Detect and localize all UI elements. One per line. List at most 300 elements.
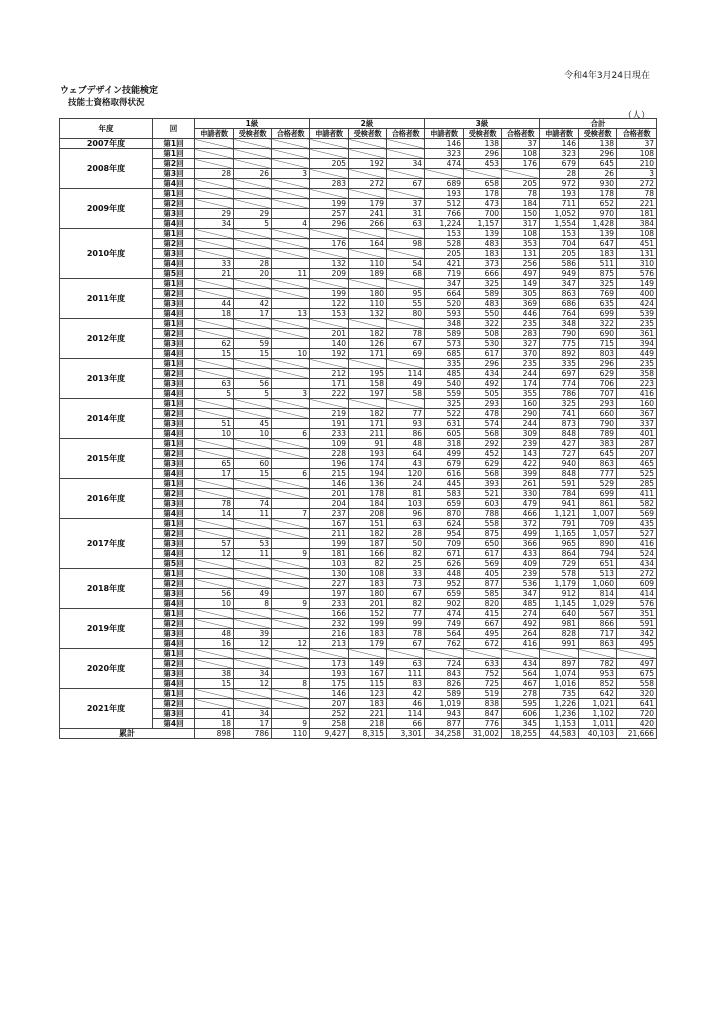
empty-cell [272,189,310,199]
value-cell: 762 [425,639,464,649]
value-cell: 67 [387,639,425,649]
value-cell: 348 [425,319,464,329]
value-cell: 848 [540,469,579,479]
round-cell: 第4回 [153,679,195,689]
value-cell: 991 [540,639,579,649]
value-cell: 201 [310,329,349,339]
value-cell: 525 [617,469,657,479]
empty-cell [464,169,502,179]
round-cell: 第3回 [153,339,195,349]
empty-cell [502,649,540,659]
value-cell: 970 [579,209,617,219]
empty-cell [272,199,310,209]
value-cell: 210 [617,159,657,169]
value-cell: 645 [579,159,617,169]
value-cell: 530 [464,339,502,349]
value-cell: 7 [272,509,310,519]
empty-cell [349,139,387,149]
value-cell: 1,554 [540,219,579,229]
value-cell: 852 [579,679,617,689]
value-cell: 67 [387,179,425,189]
round-cell: 第3回 [153,459,195,469]
value-cell: 193 [425,189,464,199]
empty-cell [195,659,234,669]
value-cell: 158 [349,379,387,389]
empty-cell [195,609,234,619]
value-cell: 204 [310,499,349,509]
round-cell: 第1回 [153,189,195,199]
value-cell: 912 [540,589,579,599]
value-cell: 416 [617,539,657,549]
empty-cell [349,649,387,659]
value-cell: 305 [502,289,540,299]
value-cell: 24 [387,479,425,489]
header-grade2: 2級 [310,119,425,129]
value-cell: 405 [464,569,502,579]
value-cell: 659 [425,589,464,599]
value-cell: 171 [310,379,349,389]
value-cell: 34 [234,709,272,719]
value-cell: 77 [387,409,425,419]
value-cell: 235 [617,359,657,369]
round-cell: 第1回 [153,229,195,239]
value-cell: 78 [617,189,657,199]
value-cell: 149 [349,659,387,669]
value-cell: 211 [349,429,387,439]
value-cell: 318 [425,439,464,449]
value-cell: 178 [349,489,387,499]
empty-cell [310,399,349,409]
value-cell: 522 [425,409,464,419]
total-value-cell: 21,666 [617,729,657,739]
empty-cell [195,559,234,569]
value-cell: 697 [540,369,579,379]
value-cell: 629 [464,459,502,469]
as-of-date: 令和4年3月24日現在 [564,71,650,81]
empty-cell [195,619,234,629]
value-cell: 235 [502,319,540,329]
empty-cell [234,659,272,669]
empty-cell [272,149,310,159]
round-cell: 第2回 [153,449,195,459]
value-cell: 791 [540,519,579,529]
subheader-cell: 合格者数 [387,129,425,139]
value-cell: 138 [579,139,617,149]
value-cell: 322 [464,319,502,329]
value-cell: 1,145 [540,599,579,609]
value-cell: 18 [195,309,234,319]
value-cell: 181 [617,209,657,219]
value-cell: 41 [195,709,234,719]
empty-cell [234,149,272,159]
value-cell: 826 [425,679,464,689]
value-cell: 626 [425,559,464,569]
value-cell: 1,428 [579,219,617,229]
round-cell: 第4回 [153,179,195,189]
value-cell: 86 [387,429,425,439]
value-cell: 465 [617,459,657,469]
value-cell: 483 [464,239,502,249]
value-cell: 591 [540,479,579,489]
empty-cell [272,319,310,329]
value-cell: 717 [579,629,617,639]
value-cell: 348 [540,319,579,329]
value-cell: 62 [195,339,234,349]
value-cell: 651 [579,559,617,569]
total-value-cell: 31,002 [464,729,502,739]
table-row [60,399,657,409]
total-value-cell: 8,315 [349,729,387,739]
value-cell: 49 [234,589,272,599]
value-cell: 283 [310,179,349,189]
value-cell: 847 [464,709,502,719]
value-cell: 252 [310,709,349,719]
round-cell: 第4回 [153,509,195,519]
empty-cell [272,229,310,239]
header-total: 合計 [540,119,657,129]
value-cell: 218 [349,719,387,729]
empty-cell [272,329,310,339]
empty-cell [195,329,234,339]
value-cell: 323 [425,149,464,159]
value-cell: 287 [617,439,657,449]
value-cell: 355 [502,389,540,399]
value-cell: 29 [234,209,272,219]
empty-cell [195,519,234,529]
value-cell: 272 [617,569,657,579]
value-cell: 167 [310,519,349,529]
value-cell: 776 [464,719,502,729]
table-row [60,609,657,619]
value-cell: 478 [464,409,502,419]
value-cell: 558 [464,519,502,529]
value-cell: 576 [617,599,657,609]
value-cell: 591 [617,619,657,629]
value-cell: 401 [617,429,657,439]
value-cell: 361 [617,329,657,339]
value-cell: 1,011 [579,719,617,729]
value-cell: 51 [195,419,234,429]
value-cell: 10 [195,599,234,609]
value-cell: 434 [502,659,540,669]
value-cell: 211 [310,529,349,539]
empty-cell [195,399,234,409]
empty-cell [195,699,234,709]
value-cell: 558 [617,679,657,689]
value-cell: 473 [464,199,502,209]
value-cell: 114 [387,369,425,379]
empty-cell [272,439,310,449]
empty-cell [195,279,234,289]
value-cell: 77 [387,609,425,619]
value-cell: 943 [425,709,464,719]
value-cell: 724 [425,659,464,669]
value-cell: 11 [234,509,272,519]
value-cell: 272 [349,179,387,189]
value-cell: 675 [617,669,657,679]
round-cell: 第4回 [153,429,195,439]
empty-cell [310,139,349,149]
value-cell: 474 [425,609,464,619]
value-cell: 110 [349,259,387,269]
table-row [60,569,657,579]
round-cell: 第4回 [153,349,195,359]
value-cell [272,709,310,719]
round-cell: 第4回 [153,219,195,229]
empty-cell [195,689,234,699]
value-cell: 727 [540,449,579,459]
empty-cell [540,649,579,659]
value-cell: 536 [502,579,540,589]
value-cell: 411 [617,489,657,499]
value-cell: 153 [310,309,349,319]
value-cell: 434 [617,559,657,569]
value-cell: 421 [425,259,464,269]
empty-cell [387,149,425,159]
value-cell: 741 [540,409,579,419]
value-cell: 873 [540,419,579,429]
value-cell: 635 [579,299,617,309]
empty-cell [234,579,272,589]
empty-cell [310,229,349,239]
value-cell: 3 [272,389,310,399]
value-cell: 725 [464,679,502,689]
empty-cell [425,649,464,659]
value-cell: 164 [349,239,387,249]
value-cell: 605 [425,429,464,439]
value-cell: 189 [349,269,387,279]
value-cell: 212 [310,369,349,379]
value-cell: 689 [425,179,464,189]
value-cell: 49 [387,379,425,389]
value-cell: 183 [579,249,617,259]
subheader-cell: 受検者数 [349,129,387,139]
value-cell: 399 [502,469,540,479]
value-cell: 194 [349,469,387,479]
value-cell: 192 [349,159,387,169]
empty-cell [310,249,349,259]
total-value-cell: 898 [195,729,234,739]
empty-cell [387,189,425,199]
value-cell: 43 [387,459,425,469]
empty-cell [234,519,272,529]
value-cell: 941 [540,499,579,509]
round-cell: 第5回 [153,269,195,279]
value-cell: 474 [425,159,464,169]
value-cell: 633 [464,659,502,669]
value-cell: 373 [464,259,502,269]
value-cell: 48 [387,439,425,449]
value-cell: 199 [310,199,349,209]
round-cell: 第2回 [153,369,195,379]
empty-cell [387,249,425,259]
value-cell: 176 [310,239,349,249]
value-cell: 393 [464,479,502,489]
value-cell: 446 [502,309,540,319]
value-cell: 624 [425,519,464,529]
empty-cell [310,359,349,369]
value-cell: 786 [540,389,579,399]
value-cell: 485 [502,599,540,609]
round-cell: 第1回 [153,609,195,619]
value-cell: 278 [502,689,540,699]
value-cell: 16 [195,639,234,649]
value-cell: 285 [617,479,657,489]
value-cell: 140 [310,339,349,349]
value-cell: 296 [579,149,617,159]
value-cell: 193 [540,189,579,199]
value-cell: 539 [617,309,657,319]
empty-cell [234,289,272,299]
empty-cell [349,279,387,289]
value-cell: 80 [387,309,425,319]
empty-cell [349,149,387,159]
value-cell: 132 [349,309,387,319]
value-cell: 182 [349,529,387,539]
total-label: 累計 [60,729,195,739]
value-cell: 136 [349,479,387,489]
value-cell: 93 [387,419,425,429]
value-cell: 109 [310,439,349,449]
empty-cell [234,139,272,149]
round-cell: 第3回 [153,419,195,429]
value-cell: 569 [464,559,502,569]
value-cell: 1,016 [540,679,579,689]
value-cell: 434 [464,369,502,379]
value-cell: 497 [502,269,540,279]
round-cell: 第2回 [153,659,195,669]
value-cell: 178 [579,189,617,199]
value-cell [272,379,310,389]
value-cell: 629 [579,369,617,379]
value-cell: 233 [310,599,349,609]
total-value-cell: 786 [234,729,272,739]
value-cell: 574 [464,419,502,429]
value-cell: 196 [310,459,349,469]
empty-cell [272,579,310,589]
value-cell: 1,165 [540,529,579,539]
value-cell: 34 [234,669,272,679]
value-cell: 257 [310,209,349,219]
value-cell: 221 [349,709,387,719]
value-cell: 197 [310,589,349,599]
value-cell: 337 [617,419,657,429]
value-cell: 8 [272,679,310,689]
year-cell: 2020年度 [60,649,153,689]
value-cell: 603 [464,499,502,509]
empty-cell [502,169,540,179]
value-cell: 707 [579,389,617,399]
value-cell: 372 [502,519,540,529]
value-cell: 15 [234,469,272,479]
value-cell: 98 [387,239,425,249]
value-cell: 1,157 [464,219,502,229]
value-cell: 143 [502,449,540,459]
value-cell: 589 [425,689,464,699]
value-cell: 322 [579,319,617,329]
value-cell: 55 [387,299,425,309]
document-title: ウェブデザイン技能検定 [60,86,159,96]
value-cell: 631 [425,419,464,429]
value-cell: 335 [425,359,464,369]
value-cell: 28 [195,169,234,179]
value-cell: 466 [502,509,540,519]
empty-cell [387,229,425,239]
value-cell: 720 [617,709,657,719]
value-cell: 658 [464,179,502,189]
value-cell: 940 [540,459,579,469]
value-cell: 180 [349,589,387,599]
value-cell: 448 [425,569,464,579]
value-cell: 83 [387,679,425,689]
value-cell: 178 [464,189,502,199]
empty-cell [272,179,310,189]
value-cell: 18 [195,719,234,729]
value-cell: 325 [464,279,502,289]
value-cell: 15 [195,679,234,689]
value-cell: 166 [349,549,387,559]
value-cell: 1,007 [579,509,617,519]
table-row [60,149,657,159]
round-cell: 第4回 [153,389,195,399]
value-cell: 3 [617,169,657,179]
value-cell: 540 [425,379,464,389]
value-cell: 949 [540,269,579,279]
empty-cell [234,399,272,409]
value-cell [272,669,310,679]
empty-cell [195,179,234,189]
value-cell: 499 [425,449,464,459]
value-cell: 44 [195,299,234,309]
value-cell [272,459,310,469]
value-cell: 8 [234,599,272,609]
value-cell: 345 [502,719,540,729]
value-cell: 521 [464,489,502,499]
value-cell: 20 [234,269,272,279]
year-cell: 2015年度 [60,439,153,479]
value-cell: 39 [234,629,272,639]
value-cell: 652 [579,199,617,209]
empty-cell [310,319,349,329]
year-cell: 2010年度 [60,229,153,279]
value-cell: 700 [464,209,502,219]
value-cell: 492 [502,619,540,629]
value-cell: 422 [502,459,540,469]
round-cell: 第1回 [153,399,195,409]
value-cell: 179 [349,199,387,209]
value-cell: 183 [349,699,387,709]
year-cell: 2016年度 [60,479,153,519]
value-cell: 667 [464,619,502,629]
value-cell: 512 [425,199,464,209]
value-cell: 199 [349,619,387,629]
value-cell: 153 [540,229,579,239]
value-cell: 46 [387,699,425,709]
value-cell: 11 [234,549,272,559]
empty-cell [234,369,272,379]
value-cell: 445 [425,479,464,489]
value-cell: 10 [195,429,234,439]
value-cell: 111 [387,669,425,679]
value-cell: 205 [502,179,540,189]
empty-cell [272,619,310,629]
value-cell: 33 [387,569,425,579]
value-cell: 729 [540,559,579,569]
value-cell: 63 [387,219,425,229]
value-cell: 814 [579,589,617,599]
value-cell: 114 [387,709,425,719]
value-cell: 766 [425,209,464,219]
